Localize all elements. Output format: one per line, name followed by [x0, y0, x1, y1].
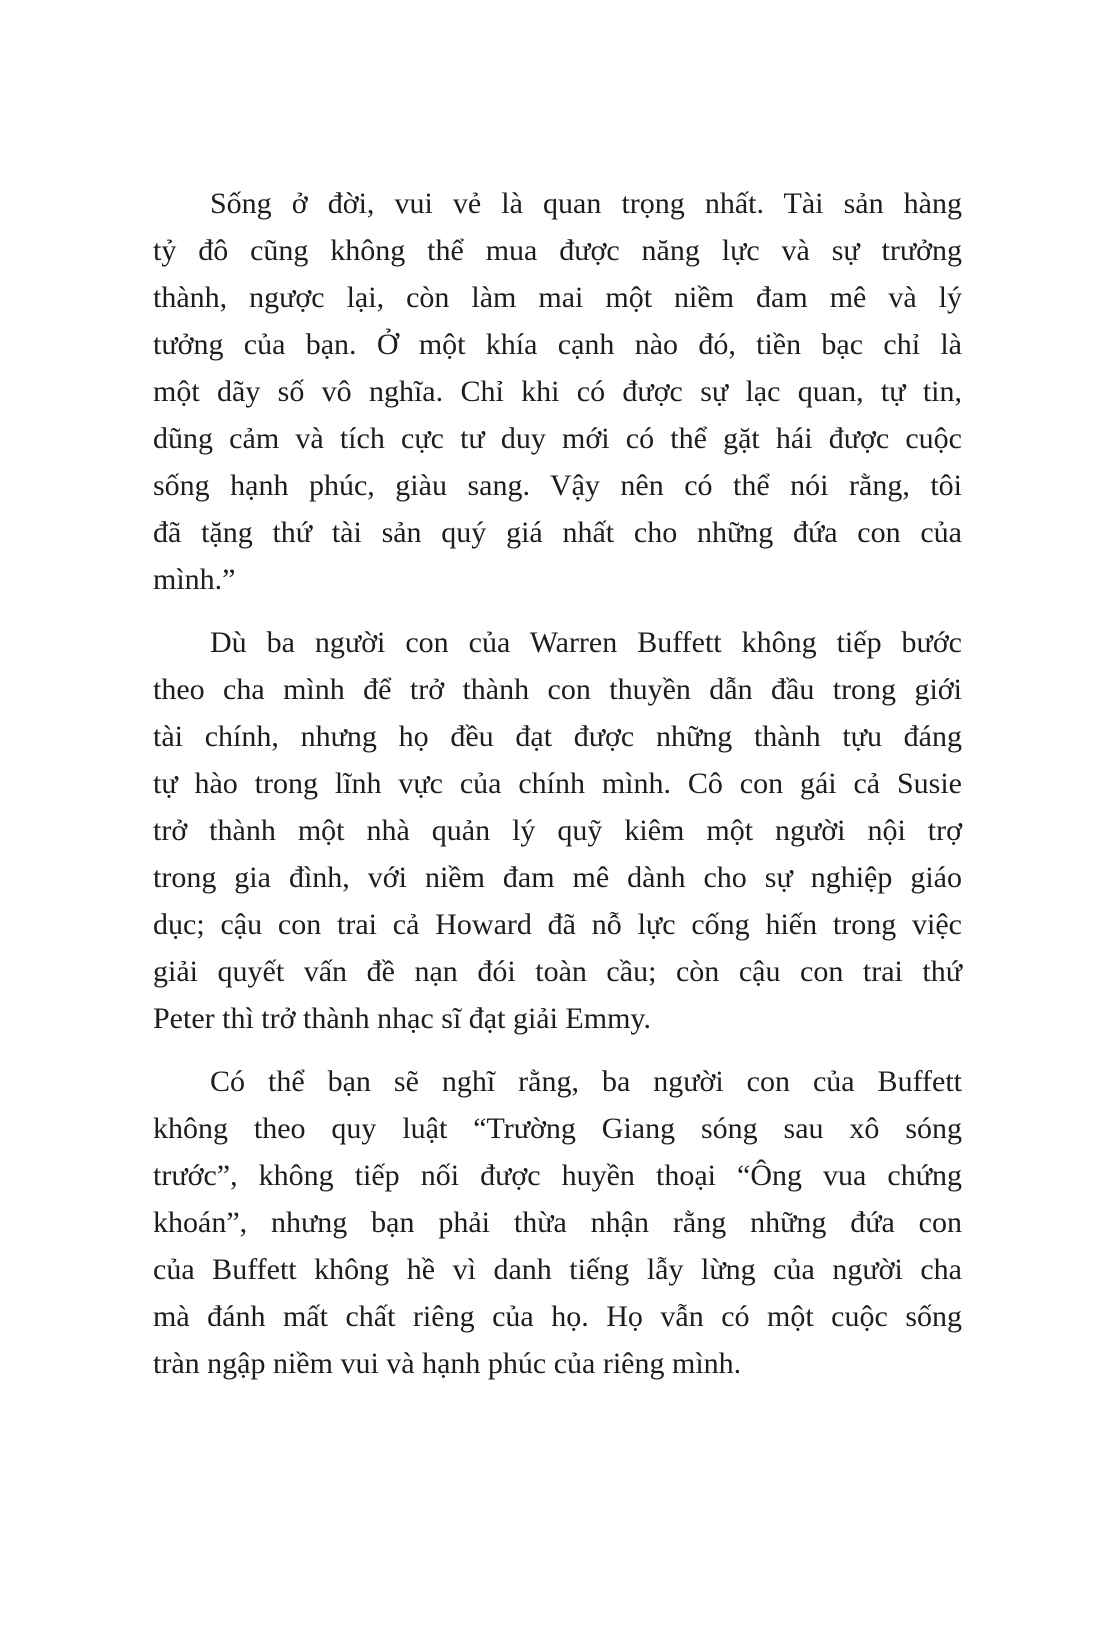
text-line: khoán”, nhưng bạn phải thừa nhận rằng những đứa con — [153, 1206, 962, 1239]
text-line: Peter thì trở thành nhạc sĩ đạt giải Emmy. — [153, 1002, 651, 1035]
text-line: mình.” — [153, 563, 236, 596]
text-line: dục; cậu con trai cả Howard đã nỗ lực cống hiến trong việc — [153, 908, 962, 941]
text-line: mà đánh mất chất riêng của họ. Họ vẫn có một cuộc sống — [153, 1300, 962, 1333]
text-line: trở thành một nhà quản lý quỹ kiêm một người nội trợ — [153, 814, 962, 847]
text-line: giải quyết vấn đề nạn đói toàn cầu; còn cậu con trai thứ — [153, 955, 962, 988]
text-line: Dù ba người con của Warren Buffett không tiếp bước — [210, 626, 962, 659]
text-line: trong gia đình, với niềm đam mê dành cho sự nghiệp giáo — [153, 861, 962, 894]
text-line: tự hào trong lĩnh vực của chính mình. Cô con gái cả Susie — [153, 767, 962, 800]
text-line: tỷ đô cũng không thể mua được năng lực và sự trưởng — [153, 234, 962, 267]
page-text-block — [153, 180, 962, 1387]
text-line: Sống ở đời, vui vẻ là quan trọng nhất. Tài sản hàng — [210, 187, 962, 220]
paragraph — [153, 180, 962, 603]
text-line: Có thể bạn sẽ nghĩ rằng, ba người con của Buffett — [210, 1065, 962, 1098]
text-line: tràn ngập niềm vui và hạnh phúc của riêng mình. — [153, 1347, 742, 1380]
text-line: tài chính, nhưng họ đều đạt được những thành tựu đáng — [153, 720, 962, 753]
text-line: của Buffett không hề vì danh tiếng lẫy lừng của người cha — [153, 1253, 962, 1286]
text-line: dũng cảm và tích cực tư duy mới có thể gặt hái được cuộc — [153, 422, 962, 455]
paragraph — [153, 619, 962, 1042]
text-line: theo cha mình để trở thành con thuyền dẫn đầu trong giới — [153, 673, 962, 706]
text-line: không theo quy luật “Trường Giang sóng sau xô sóng — [153, 1112, 962, 1145]
paragraph — [153, 1058, 962, 1387]
text-line: đã tặng thứ tài sản quý giá nhất cho những đứa con của — [153, 516, 962, 549]
text-line: thành, ngược lại, còn làm mai một niềm đam mê và lý — [153, 281, 962, 314]
text-line: sống hạnh phúc, giàu sang. Vậy nên có thể nói rằng, tôi — [153, 469, 962, 502]
text-line: tưởng của bạn. Ở một khía cạnh nào đó, tiền bạc chỉ là — [153, 328, 962, 361]
text-line: một dãy số vô nghĩa. Chỉ khi có được sự lạc quan, tự tin, — [153, 375, 962, 408]
text-line: trước”, không tiếp nối được huyền thoại “Ông vua chứng — [153, 1159, 962, 1192]
